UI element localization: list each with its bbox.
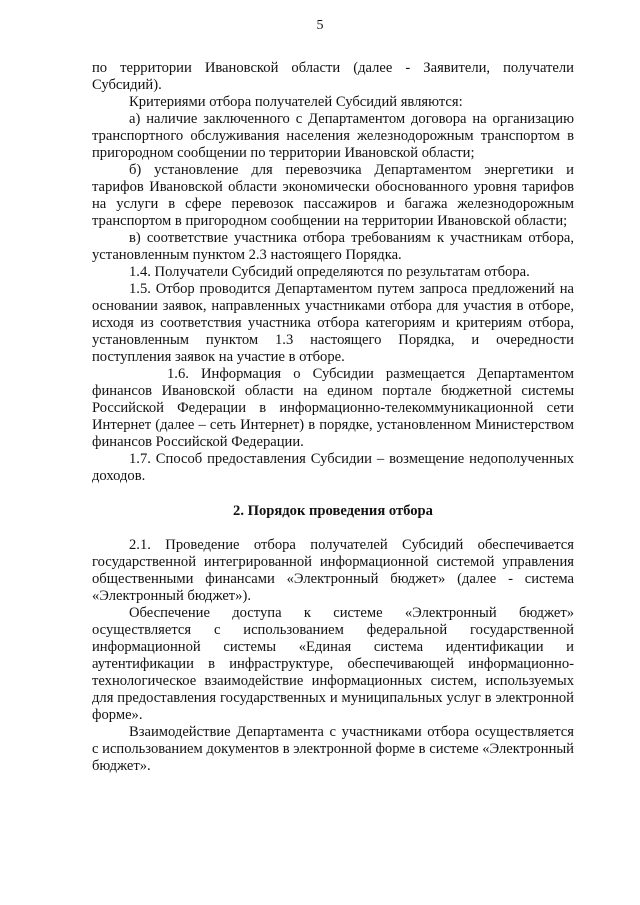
paragraph-1-7: 1.7. Способ предоставления Субсидии – возмещение недополученных доходов. <box>92 451 574 484</box>
paragraph-access: Обеспечение доступа к системе «Электронный бюджет» осуществляется с использованием федеральной государственной информационной системы «Единая система идентификации и аутентификации в инфраструктуре, обеспечивающей информационно-технологическое взаимодействие информационных систем, используемых для предоставления государственных и муниципальных услуг в электронной форме». <box>92 605 574 723</box>
paragraph-criteria-intro: Критериями отбора получателей Субсидий являются: <box>129 94 463 110</box>
section-heading: 2. Порядок проведения отбора <box>233 503 433 519</box>
paragraph-1-5: 1.5. Отбор проводится Департаментом путем запроса предложений на основании заявок, направленных участниками отбора для участия в отборе, исходя из соответствия участника отбора категориям и критериям отбора, установленным пунктом 1.3 настоящего Порядка, и очередности поступления заявок на участие в отборе. <box>92 281 574 365</box>
paragraph-1-4: 1.4. Получатели Субсидий определяются по результатам отбора. <box>129 264 530 280</box>
paragraph-criterion-a: а) наличие заключенного с Департаментом договора на организацию транспортного обслуживания населения железнодорожным транспортом в пригородном сообщении по территории Ивановской области; <box>92 111 574 161</box>
paragraph-1-6: 1.6. Информация о Субсидии размещается Департаментом финансов Ивановской области на едином портале бюджетной системы Российской Федерации в информационно-телекоммуникационной сети Интернет (далее – сеть Интернет) в порядке, установленном Министерством финансов Российской Федерации. <box>92 366 574 450</box>
paragraph-criterion-b: б) установление для перевозчика Департаментом энергетики и тарифов Ивановской области экономически обоснованного уровня тарифов на услуги в сфере перевозок пассажиров и багажа железнодорожным транспортом в пригородном сообщении на территории Ивановской области; <box>92 162 574 229</box>
paragraph-applicants-continuation: по территории Ивановской области (далее - Заявители, получатели Субсидий). <box>92 60 574 93</box>
paragraph-2-1: 2.1. Проведение отбора получателей Субсидий обеспечивается государственной интегрированной информационной системой управления общественными финансами «Электронный бюджет» (далее - система «Электронный бюджет»). <box>92 537 574 604</box>
paragraph-criterion-c: в) соответствие участника отбора требованиям к участникам отбора, установленным пунктом 2.3 настоящего Порядка. <box>92 230 574 263</box>
document-body <box>92 60 574 775</box>
paragraph-interaction: Взаимодействие Департамента с участниками отбора осуществляется с использованием документов в электронной форме в системе «Электронный бюджет». <box>92 724 574 774</box>
page-number: 5 <box>316 18 324 33</box>
